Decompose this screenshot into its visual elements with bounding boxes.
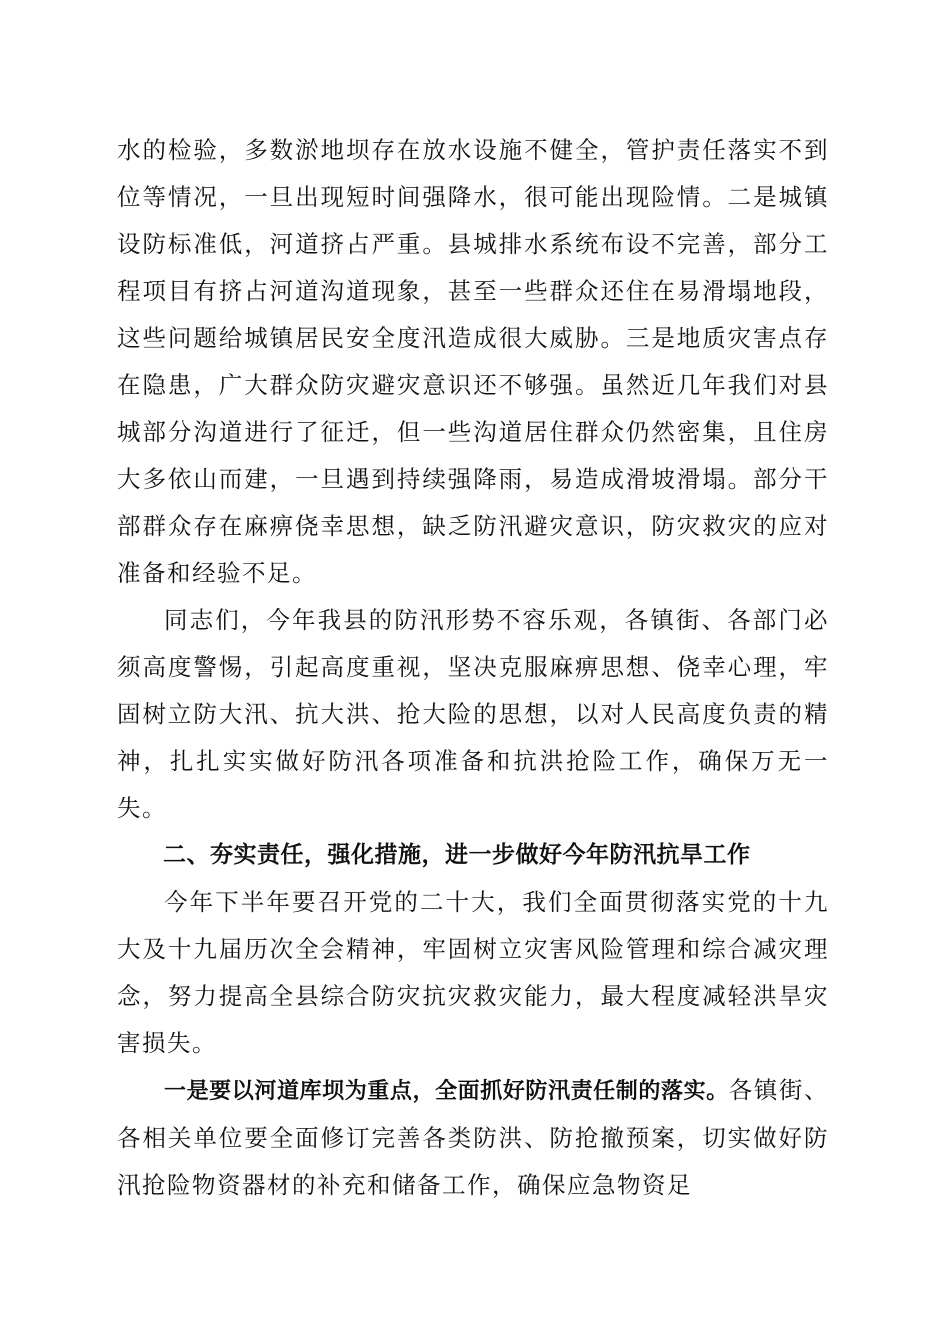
paragraph-section-intro: 今年下半年要召开党的二十大，我们全面贯彻落实党的十九大及十九届历次全会精神，牢固树立灾害风险管理和综合减灾理念，努力提高全县综合防灾抗灾救灾能力，最大程度减轻洪旱灾害损失。	[117, 888, 829, 1057]
paragraph-flood-situation: 同志们，今年我县的防汛形势不容乐观，各镇街、各部门必须高度警惕，引起高度重视，坚决克服麻痹思想、侥幸心理，牢固树立防大汛、抗大洪、抢大险的思想，以对人民高度负责的精神，扎扎实实做好防汛各项准备和抗洪抢险工作，确保万无一失。	[117, 606, 829, 822]
point-one-body: 各镇街、各相关单位要全面修订完善各类防洪、防抢撤预案，切实做好防汛抢险物资器材的补充和储备工作，确保应急物资足	[117, 1076, 830, 1199]
section-heading-2: 二、夯实责任，强化措施，进一步做好今年防汛抗旱工作	[163, 842, 751, 868]
paragraph-point-one	[117, 1067, 829, 1209]
point-one-lead: 一是要以河道库坝为重点，全面抓好防汛责任制的落实。	[164, 1079, 729, 1104]
paragraph-continued-risks: 水的检验，多数淤地坝存在放水设施不健全，管护责任落实不到位等情况，一旦出现短时间强降水，很可能出现险情。二是城镇设防标准低，河道挤占严重。县城排水系统布设不完善，部分工程项目有挤占河道沟道现象，甚至一些群众还住在易滑塌地段，这些问题给城镇居民安全度汛造成很大威胁。三是地质灾害点存在隐患，广大群众防灾避灾意识还不够强。虽然近几年我们对县城部分沟道进行了征迁，但一些沟道居住群众仍然密集，且住房大多依山而建，一旦遇到持续强降雨，易造成滑坡滑塌。部分干部群众存在麻痹侥幸思想，缺乏防汛避灾意识，防灾救灾的应对准备和经验不足。	[117, 136, 829, 587]
document-page	[117, 127, 829, 1209]
